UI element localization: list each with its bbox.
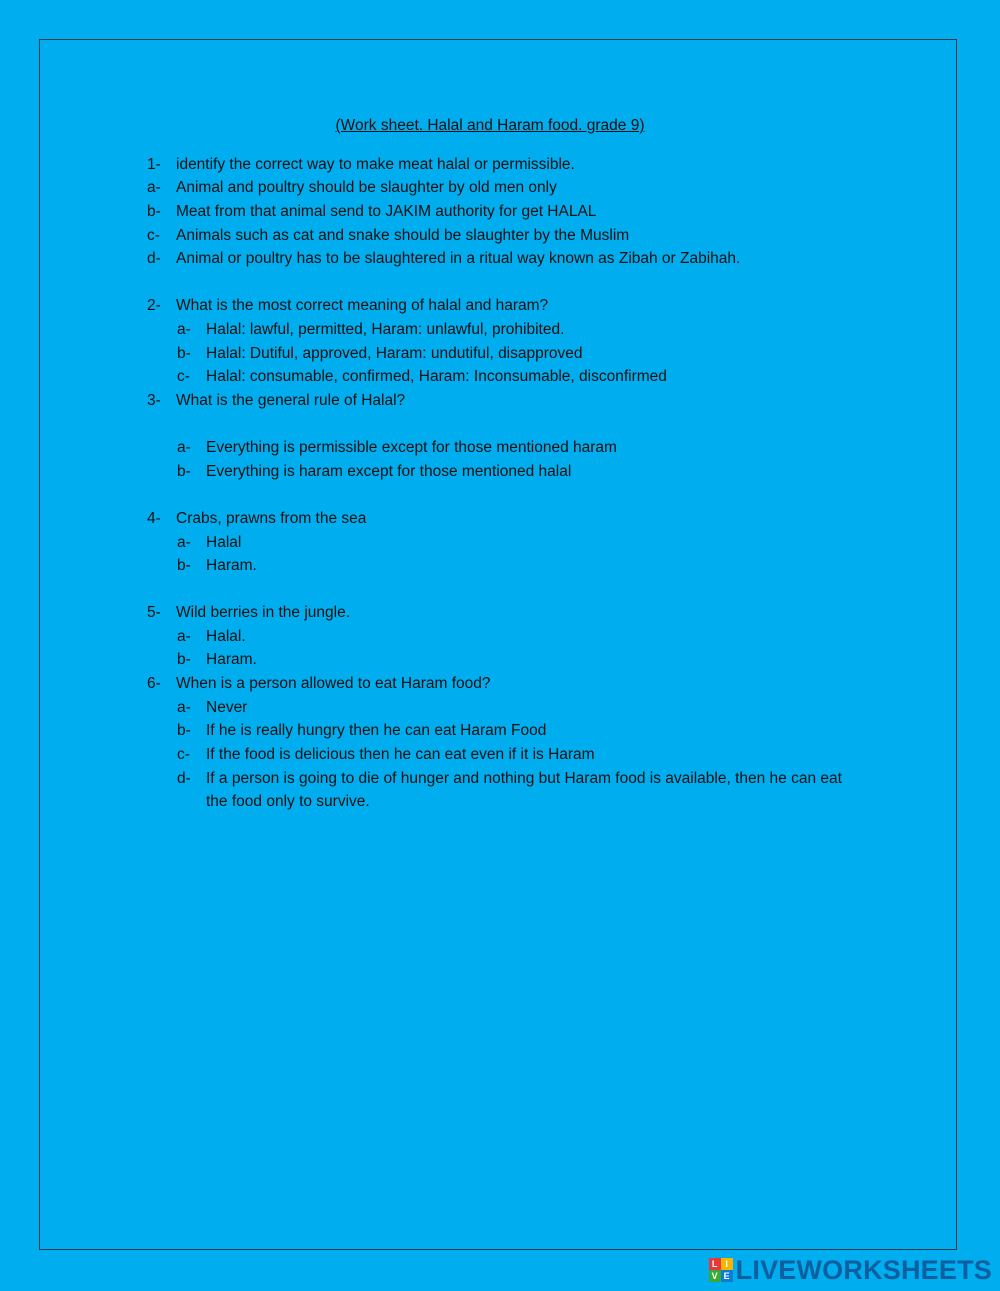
option-letter: b- <box>147 203 161 220</box>
option-letter: b- <box>177 651 191 668</box>
option-text: Meat from that animal send to JAKIM authority for get HALAL <box>176 203 597 220</box>
option-letter: b- <box>177 722 191 739</box>
logo-letter: E <box>721 1270 733 1282</box>
option-text: Halal <box>206 534 242 551</box>
option-letter: c- <box>147 227 160 244</box>
option-letter: d- <box>177 770 191 787</box>
option-text: If a person is going to die of hunger and nothing but Haram food is available, then he can eat <box>206 770 842 787</box>
question-text: When is a person allowed to eat Haram food? <box>176 675 491 692</box>
question-text: Wild berries in the jungle. <box>176 604 351 621</box>
question-text: What is the most correct meaning of halal and haram? <box>176 297 549 314</box>
option-text: Halal: lawful, permitted, Haram: unlawful, prohibited. <box>206 321 565 338</box>
option-text: Haram. <box>206 557 257 574</box>
option-letter: a- <box>147 179 161 196</box>
option-text: Haram. <box>206 651 257 668</box>
logo-letter: V <box>709 1270 721 1282</box>
question-number: 2- <box>147 297 161 314</box>
liveworksheets-logo-icon <box>709 1258 733 1282</box>
option-letter: b- <box>177 463 191 480</box>
option-letter: a- <box>177 699 191 716</box>
option-letter: d- <box>147 250 161 267</box>
option-letter: b- <box>177 345 191 362</box>
option-text: Animal and poultry should be slaughter by old men only <box>176 179 557 196</box>
option-text: Halal: consumable, confirmed, Haram: Inconsumable, disconfirmed <box>206 368 667 385</box>
option-letter: a- <box>177 321 191 338</box>
worksheet-title: (Work sheet. Halal and Haram food. grade 9) <box>335 117 645 134</box>
logo-letter: I <box>721 1258 733 1270</box>
option-text: Everything is haram except for those mentioned halal <box>206 463 572 480</box>
question-number: 3- <box>147 392 161 409</box>
option-text: If he is really hungry then he can eat Haram Food <box>206 722 547 739</box>
liveworksheets-branding <box>709 1255 992 1285</box>
option-text: Animals such as cat and snake should be slaughter by the Muslim <box>176 227 630 244</box>
option-letter: b- <box>177 557 191 574</box>
option-letter: c- <box>177 746 190 763</box>
option-text: Everything is permissible except for those mentioned haram <box>206 439 617 456</box>
question-number: 4- <box>147 510 161 527</box>
question-text: What is the general rule of Halal? <box>176 392 406 409</box>
option-text-continuation: the food only to survive. <box>206 793 370 810</box>
option-text: Halal. <box>206 628 246 645</box>
option-letter: a- <box>177 439 191 456</box>
option-letter: c- <box>177 368 190 385</box>
option-text: Halal: Dutiful, approved, Haram: undutiful, disapproved <box>206 345 583 362</box>
question-number: 6- <box>147 675 161 692</box>
brand-name: LIVEWORKSHEETS <box>735 1254 992 1285</box>
question-text: identify the correct way to make meat halal or permissible. <box>176 156 575 173</box>
option-letter: a- <box>177 534 191 551</box>
logo-letter: L <box>709 1258 721 1270</box>
option-text: If the food is delicious then he can eat even if it is Haram <box>206 746 595 763</box>
option-text: Never <box>206 699 248 716</box>
question-number: 1- <box>147 156 161 173</box>
question-number: 5- <box>147 604 161 621</box>
option-letter: a- <box>177 628 191 645</box>
option-text: Animal or poultry has to be slaughtered in a ritual way known as Zibah or Zabihah. <box>176 250 741 267</box>
question-text: Crabs, prawns from the sea <box>176 510 367 527</box>
